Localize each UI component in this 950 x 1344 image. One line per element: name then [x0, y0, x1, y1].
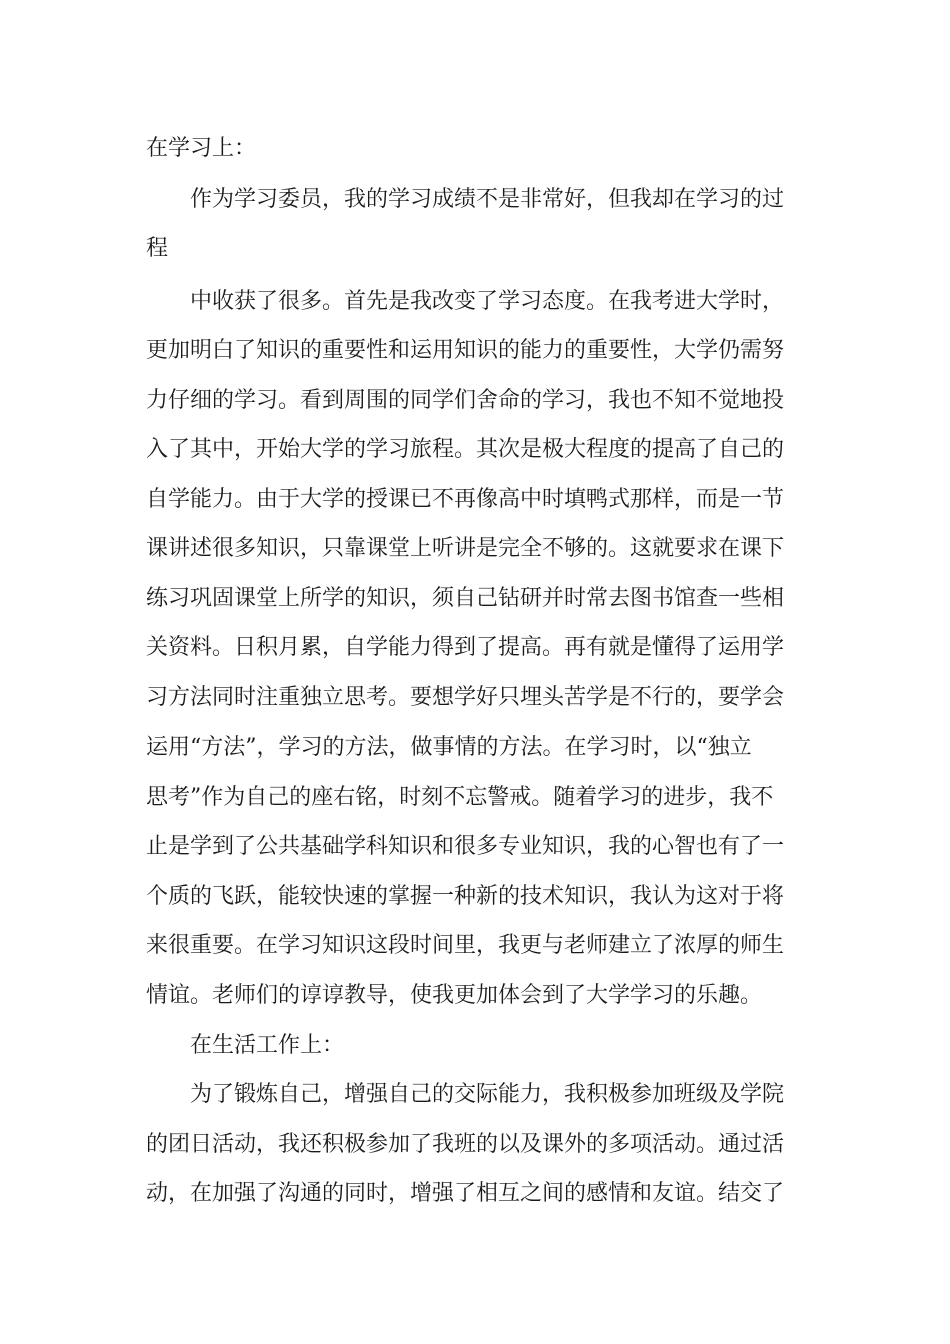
text-line: 力仔细的学习。看到周围的同学们舍命的学习，我也不知不觉地投 — [146, 388, 785, 413]
text-line: 练习巩固课堂上所学的知识，须自己钻研并时常去图书馆查一些相 — [146, 586, 785, 611]
text-line: 运用“方法”，学习的方法，做事情的方法。在学习时，以“独立 — [146, 735, 752, 760]
text-line: 关资料。日积月累，自学能力得到了提高。再有就是懂得了运用学 — [146, 635, 785, 660]
text-line: 中收获了很多。首先是我改变了学习态度。在我考进大学时， — [190, 289, 785, 314]
text-line: 为了锻炼自己，增强自己的交际能力，我积极参加班级及学院 — [190, 1082, 785, 1107]
text-line: 的团日活动，我还积极参加了我班的以及课外的多项活动。通过活 — [146, 1132, 785, 1157]
text-line: 在生活工作上： — [190, 1033, 345, 1058]
text-line: 入了其中，开始大学的学习旅程。其次是极大程度的提高了自己的 — [146, 437, 785, 462]
text-line: 更加明白了知识的重要性和运用知识的能力的重要性，大学仍需努 — [146, 338, 785, 363]
text-line: 止是学到了公共基础学科知识和很多专业知识，我的心智也有了一 — [146, 834, 785, 859]
text-line: 思考”作为自己的座右铭，时刻不忘警戒。随着学习的进步，我不 — [146, 785, 774, 810]
text-line: 来很重要。在学习知识这段时间里，我更与老师建立了浓厚的师生 — [146, 933, 785, 958]
text-line: 在学习上： — [146, 136, 257, 161]
text-line: 自学能力。由于大学的授课已不再像高中时填鸭式那样，而是一节 — [146, 487, 785, 512]
text-line: 程 — [146, 236, 169, 261]
text-line: 作为学习委员，我的学习成绩不是非常好，但我却在学习的过 — [190, 187, 785, 212]
text-line: 情谊。老师们的谆谆教导，使我更加体会到了大学学习的乐趣。 — [146, 983, 763, 1008]
text-line: 习方法同时注重独立思考。要想学好只埋头苦学是不行的，要学会 — [146, 685, 785, 710]
text-line: 课讲述很多知识，只靠课堂上听讲是完全不够的。这就要求在课下 — [146, 536, 785, 561]
text-line: 个质的飞跃，能较快速的掌握一种新的技术知识，我认为这对于将 — [146, 884, 785, 909]
text-line: 动，在加强了沟通的同时，增强了相互之间的感情和友谊。结交了 — [146, 1181, 785, 1206]
